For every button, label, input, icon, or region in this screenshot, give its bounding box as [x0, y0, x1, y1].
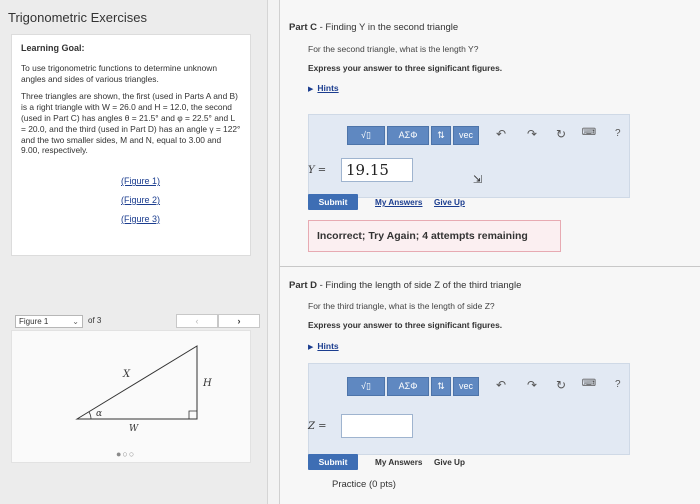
arrows-button[interactable]: ⇅	[431, 377, 451, 396]
part-d-title	[289, 280, 521, 291]
figure-select-value: Figure 1	[19, 317, 49, 326]
redo-icon[interactable]: ↷	[526, 378, 538, 392]
redo-icon[interactable]: ↷	[526, 127, 538, 141]
undo-icon[interactable]: ↶	[495, 378, 507, 392]
figure-1-link[interactable]: (Figure 1)	[121, 176, 161, 187]
next-figure-button[interactable]: ›	[218, 314, 260, 328]
right-triangle-figure	[12, 331, 252, 464]
part-c-give-up-link[interactable]: Give Up	[434, 198, 465, 207]
part-d-variable-label: Z =	[308, 421, 327, 432]
triangle-right-icon: ▶	[308, 344, 314, 351]
part-d-answer-box	[308, 363, 630, 455]
practice-points: Practice (0 pts)	[332, 479, 396, 490]
part-c-title	[289, 22, 458, 33]
part-c-feedback: Incorrect; Try Again; 4 attempts remaining	[308, 220, 561, 252]
undo-icon[interactable]: ↶	[495, 127, 507, 141]
part-d-title-text: - Finding the length of side Z of the third triangle	[316, 280, 522, 291]
part-d-label: Part D	[289, 280, 317, 291]
part-c-answer-box	[308, 114, 630, 198]
part-c-variable-label: Y =	[308, 165, 327, 176]
mouse-cursor-icon: ⇲	[473, 174, 483, 186]
right-angle-mark	[189, 411, 197, 419]
part-d-answer-input[interactable]	[341, 414, 413, 438]
part-c-label: Part C	[289, 22, 317, 33]
keyboard-icon[interactable]: ⌨	[581, 127, 597, 138]
part-c-answer-input[interactable]: 19.15	[341, 158, 413, 182]
figure-navigation	[11, 313, 251, 329]
part-c-hints-link[interactable]	[308, 83, 339, 93]
angle-arc	[89, 412, 91, 419]
help-icon[interactable]: ?	[615, 128, 621, 139]
part-d-my-answers-link[interactable]: My Answers	[375, 458, 423, 467]
label-alpha: α	[96, 409, 103, 419]
vec-button[interactable]: vec	[453, 377, 479, 396]
templates-button[interactable]: √▯	[347, 126, 385, 145]
learning-goal-box	[11, 34, 251, 256]
part-c-title-text: - Finding Y in the second triangle	[316, 22, 459, 33]
chevron-down-icon: ⌄	[72, 317, 79, 326]
part-c-submit-button[interactable]: Submit	[308, 194, 358, 210]
learning-goal-heading: Learning Goal:	[21, 43, 85, 53]
figure-3-link[interactable]: (Figure 3)	[121, 213, 161, 224]
previous-figure-button[interactable]: ‹	[176, 314, 218, 328]
help-icon[interactable]: ?	[615, 379, 621, 390]
templates-button[interactable]: √▯	[347, 377, 385, 396]
part-d-give-up-link[interactable]: Give Up	[434, 458, 465, 467]
arrows-button[interactable]: ⇅	[431, 126, 451, 145]
page-title: Trigonometric Exercises	[8, 10, 147, 25]
reset-icon[interactable]: ↻	[555, 378, 567, 392]
symbols-button[interactable]: ΑΣΦ	[387, 126, 429, 145]
right-panel	[279, 0, 700, 504]
figure-2-link[interactable]: (Figure 2)	[121, 194, 161, 205]
label-h: H	[203, 378, 212, 389]
part-d-instructions: Express your answer to three significant figures.	[308, 320, 503, 330]
figure-pager-dots[interactable]: ●○○	[116, 449, 136, 459]
figure-select[interactable]	[15, 315, 83, 328]
reset-icon[interactable]: ↻	[555, 127, 567, 141]
part-c-question: For the second triangle, what is the length Y?	[308, 44, 479, 54]
part-d-hints-label: Hints	[317, 341, 339, 351]
part-d-submit-button[interactable]: Submit	[308, 454, 358, 470]
triangle-right-icon: ▶	[308, 86, 314, 93]
part-c-hints-label: Hints	[317, 83, 339, 93]
part-d-hints-link[interactable]	[308, 341, 339, 351]
symbols-button[interactable]: ΑΣΦ	[387, 377, 429, 396]
label-w: W	[129, 424, 139, 434]
learning-goal-body: Three triangles are shown, the first (used in Parts A and B) is a right triangle with W = 26.0 and H = 12.0, the second (used in Part C) has angles θ = 21.5° and φ = 22.5° and L = 20.0, and the third (used in Part D) has an angle γ = 122° and the two smaller sides, M and N, equal to 3.00 and 9.00, respectively.	[21, 91, 241, 156]
figure-count: of 3	[88, 316, 102, 325]
figure-area	[11, 330, 251, 463]
learning-goal-intro: To use trigonometric functions to determine unknown angles and sides of various triangles.	[21, 62, 217, 84]
figure-links	[121, 176, 242, 224]
vec-button[interactable]: vec	[453, 126, 479, 145]
part-c-instructions: Express your answer to three significant figures.	[308, 63, 503, 73]
part-c-my-answers-link[interactable]: My Answers	[375, 198, 423, 207]
section-divider	[280, 266, 700, 267]
label-x: X	[123, 369, 131, 380]
left-panel	[0, 0, 268, 504]
keyboard-icon[interactable]: ⌨	[581, 378, 597, 389]
triangle-shape	[77, 346, 197, 419]
part-d-question: For the third triangle, what is the length of side Z?	[308, 301, 495, 311]
